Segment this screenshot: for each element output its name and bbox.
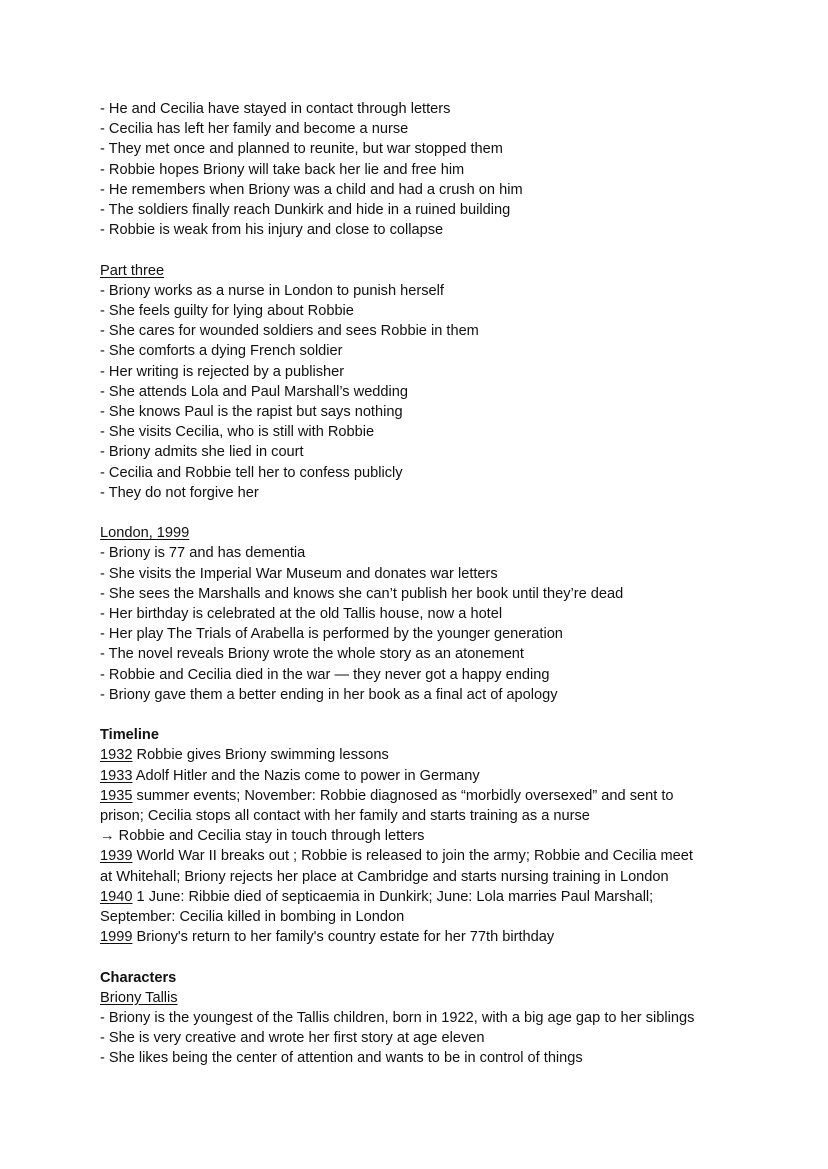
timeline-year: 1939 [100, 848, 133, 865]
list-item: - She sees the Marshalls and knows she can’t publish her book until they’re dead [100, 585, 624, 602]
list-item: - The soldiers finally reach Dunkirk and hide in a ruined building [100, 202, 511, 219]
list-item: - Her birthday is celebrated at the old Tallis house, now a hotel [100, 606, 503, 623]
timeline-year: 1935 [100, 787, 133, 804]
character-name: Briony Tallis [100, 989, 178, 1006]
list-item: - Cecilia and Robbie tell her to confess publicly [100, 464, 403, 481]
list-item: - She comforts a dying French soldier [100, 343, 343, 360]
list-item: - Briony is 77 and has dementia [100, 545, 306, 562]
timeline-text: summer events; November: Robbie diagnosed as “morbidly oversexed” and sent to [132, 787, 674, 804]
timeline-text: Adolf Hitler and the Nazis come to power in Germany [132, 767, 480, 784]
list-item: - They met once and planned to reunite, but war stopped them [100, 141, 503, 158]
part-two-list [100, 99, 800, 240]
timeline-entry [100, 887, 800, 907]
timeline-text-continued: → Robbie and Cecilia stay in touch through letters [100, 828, 425, 845]
list-item: - Robbie hopes Briony will take back her lie and free him [100, 161, 465, 178]
timeline-section [100, 725, 800, 947]
list-item: - They do not forgive her [100, 484, 259, 501]
list-item: - The novel reveals Briony wrote the whole story as an atonement [100, 646, 524, 663]
list-item: - She attends Lola and Paul Marshall’s wedding [100, 383, 409, 400]
list-item: - She knows Paul is the rapist but says nothing [100, 404, 403, 421]
list-item: - Briony is the youngest of the Tallis children, born in 1922, with a big age gap to her siblings [100, 1010, 695, 1027]
characters-section [100, 968, 800, 1069]
timeline-year: 1933 [100, 767, 133, 784]
spacer [100, 503, 800, 523]
list-item: - Briony works as a nurse in London to punish herself [100, 282, 444, 299]
list-item: - Briony gave them a better ending in her book as a final act of apology [100, 686, 558, 703]
spacer [100, 240, 800, 260]
list-item: - Robbie is weak from his injury and close to collapse [100, 222, 444, 239]
list-item: - She is very creative and wrote her first story at age eleven [100, 1030, 485, 1047]
timeline-entry [100, 927, 800, 947]
section-subtitle-london: London, 1999 [100, 525, 190, 542]
timeline-text: Robbie gives Briony swimming lessons [132, 747, 389, 764]
timeline-entry [100, 846, 800, 866]
section-heading-timeline: Timeline [100, 727, 159, 744]
timeline-entry [100, 786, 800, 806]
timeline-entry [100, 745, 800, 765]
timeline-entry [100, 766, 800, 786]
list-item: - She feels guilty for lying about Robbie [100, 303, 354, 320]
timeline-year: 1940 [100, 888, 133, 905]
timeline-text-continued: prison; Cecilia stops all contact with her family and starts training as a nurse [100, 808, 590, 825]
timeline-year: 1932 [100, 747, 133, 764]
london-section [100, 523, 800, 705]
timeline-text: 1 June: Ribbie died of septicaemia in Dunkirk; June: Lola marries Paul Marshall; [132, 888, 654, 905]
spacer [100, 947, 800, 967]
part-three-section [100, 261, 800, 503]
section-subtitle-part-three: Part three [100, 262, 165, 279]
list-item: - She visits Cecilia, who is still with Robbie [100, 424, 375, 441]
document-page [100, 99, 800, 1069]
list-item: - He and Cecilia have stayed in contact through letters [100, 101, 451, 117]
list-item: - He remembers when Briony was a child and had a crush on him [100, 181, 523, 198]
timeline-text-continued: at Whitehall; Briony rejects her place at Cambridge and starts nursing training in London [100, 868, 669, 885]
list-item: - She likes being the center of attention and wants to be in control of things [100, 1050, 583, 1067]
timeline-text: Briony's return to her family's country estate for her 77th birthday [132, 929, 555, 946]
list-item: - Briony admits she lied in court [100, 444, 304, 461]
section-heading-characters: Characters [100, 969, 177, 986]
list-item: - Her writing is rejected by a publisher [100, 363, 345, 380]
spacer [100, 705, 800, 725]
list-item: - Her play The Trials of Arabella is performed by the younger generation [100, 626, 563, 643]
timeline-year: 1999 [100, 929, 133, 946]
timeline-text-continued: September: Cecilia killed in bombing in London [100, 909, 405, 926]
list-item: - She cares for wounded soldiers and sees Robbie in them [100, 323, 479, 340]
timeline-text: World War II breaks out ; Robbie is released to join the army; Robbie and Cecilia meet [132, 848, 693, 865]
list-item: - Cecilia has left her family and become a nurse [100, 121, 409, 138]
list-item: - Robbie and Cecilia died in the war — they never got a happy ending [100, 666, 550, 683]
list-item: - She visits the Imperial War Museum and donates war letters [100, 565, 498, 582]
